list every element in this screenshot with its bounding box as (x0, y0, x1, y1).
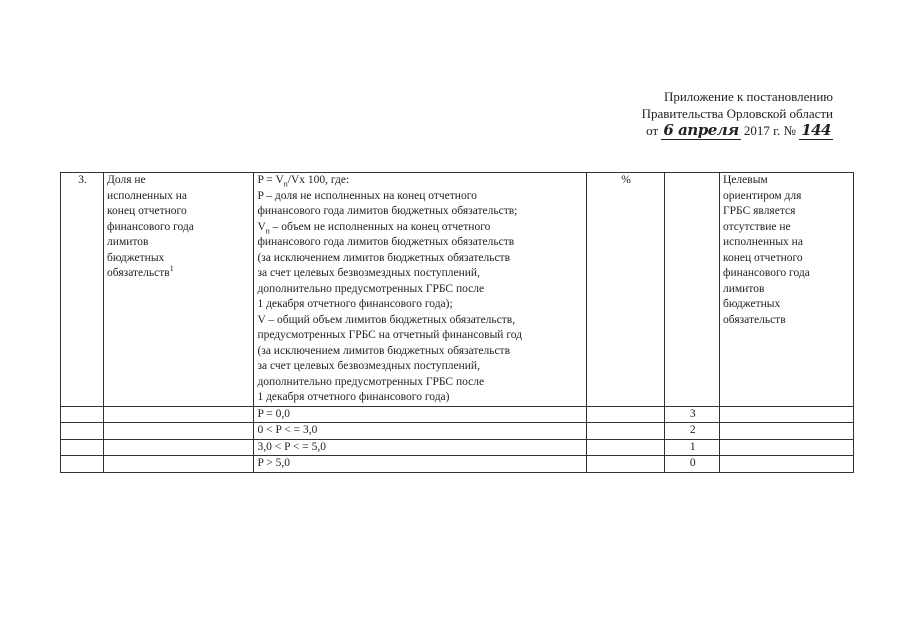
desc-line: дополнительно предусмотренных ГРБС после (257, 375, 485, 388)
note-line: ГРБС является (723, 205, 796, 217)
note-line: финансового года (723, 267, 810, 279)
header-line-1: Приложение к постановлению (663, 89, 833, 104)
name-line: конец отчетного (107, 205, 187, 217)
empty-cell (61, 406, 104, 423)
desc-line: 1 декабря отчетного финансового года) (257, 391, 450, 403)
name-line-last (107, 266, 251, 282)
condition-cell: 0 < P < = 3,0 (254, 423, 586, 440)
vn-line (257, 220, 583, 236)
desc-line: (за исключением лимитов бюджетных обязательств (257, 251, 511, 264)
unit-cell: % (586, 173, 665, 407)
score-cell: 2 (665, 423, 720, 440)
empty-cell (586, 456, 665, 473)
date-prefix: от (646, 123, 659, 138)
name-line: лимитов (107, 236, 149, 248)
empty-cell (104, 423, 254, 440)
empty-cell (720, 456, 854, 473)
header-date-line (583, 122, 833, 139)
table-row (61, 456, 854, 473)
desc-line: финансового года лимитов бюджетных обязательств; (257, 205, 518, 217)
row-number: 3. (61, 173, 104, 407)
desc-line: за счет целевых безвозмездных поступлений, (257, 267, 480, 279)
desc-line: (за исключением лимитов бюджетных обязательств (257, 344, 511, 357)
empty-cell (61, 423, 104, 440)
name-line: финансового года (107, 220, 194, 233)
empty-cell (61, 439, 104, 456)
vn-prefix: V (257, 220, 266, 233)
empty-cell (104, 439, 254, 456)
indicator-name (104, 173, 254, 407)
score-cell: 0 (665, 456, 720, 473)
empty-cell (104, 456, 254, 473)
formula-part: /Vx 100, где: (287, 174, 350, 186)
note-line: обязательств (723, 313, 786, 326)
desc-line: предусмотренных ГРБС на отчетный финансовый год (257, 329, 523, 341)
note-line: ориентиром для (723, 189, 802, 202)
score-cell: 1 (665, 439, 720, 456)
name-line: исполненных на (107, 189, 187, 202)
header-line-2: Правительства Орловской области (641, 106, 833, 121)
condition-cell: 3,0 < P < = 5,0 (254, 439, 586, 456)
desc-line: V – общий объем лимитов бюджетных обязательств, (257, 313, 516, 326)
note-line: отсутствие не (723, 220, 791, 233)
vn-subscript: n (265, 225, 270, 235)
note-line: бюджетных (723, 298, 781, 310)
table-row (61, 439, 854, 456)
year-label: 2017 г. № (743, 123, 796, 138)
table-row-main (61, 173, 854, 407)
indicator-note (720, 173, 854, 407)
name-line: бюджетных (107, 251, 165, 264)
note-line: Целевым (723, 174, 768, 186)
document-header (583, 88, 833, 139)
condition-cell: P = 0,0 (254, 406, 586, 423)
empty-cell (586, 406, 665, 423)
desc-line: дополнительно предусмотренных ГРБС после (257, 282, 485, 295)
condition-cell: P > 5,0 (254, 456, 586, 473)
note-line: лимитов (723, 282, 765, 295)
desc-line: финансового года лимитов бюджетных обязательств (257, 236, 515, 248)
score-cell-empty (665, 173, 720, 407)
empty-cell (720, 406, 854, 423)
name-line: обязательств (107, 267, 170, 279)
table-row (61, 406, 854, 423)
formula-line (257, 173, 583, 189)
name-line: Доля не (107, 174, 146, 186)
note-line: исполненных на (723, 236, 803, 248)
handwritten-date: 6 апреля (663, 121, 739, 139)
vn-rest: – объем не исполненных на конец отчетного (269, 220, 491, 233)
empty-cell (586, 423, 665, 440)
empty-cell (61, 456, 104, 473)
desc-line: P – доля не исполненных на конец отчетного (257, 189, 477, 202)
indicator-table (60, 172, 854, 473)
empty-cell (104, 406, 254, 423)
empty-cell (586, 439, 665, 456)
table-row (61, 423, 854, 440)
empty-cell (720, 423, 854, 440)
empty-cell (720, 439, 854, 456)
formula-subscript: n (283, 179, 288, 189)
footnote-marker: 1 (169, 264, 174, 274)
desc-line: за счет целевых безвозмездных поступлений, (257, 360, 480, 372)
handwritten-number: 144 (801, 121, 831, 139)
indicator-formula (254, 173, 586, 407)
note-line: конец отчетного (723, 251, 803, 264)
desc-line: 1 декабря отчетного финансового года); (257, 298, 453, 310)
score-cell: 3 (665, 406, 720, 423)
formula-part: P = V (257, 174, 284, 186)
